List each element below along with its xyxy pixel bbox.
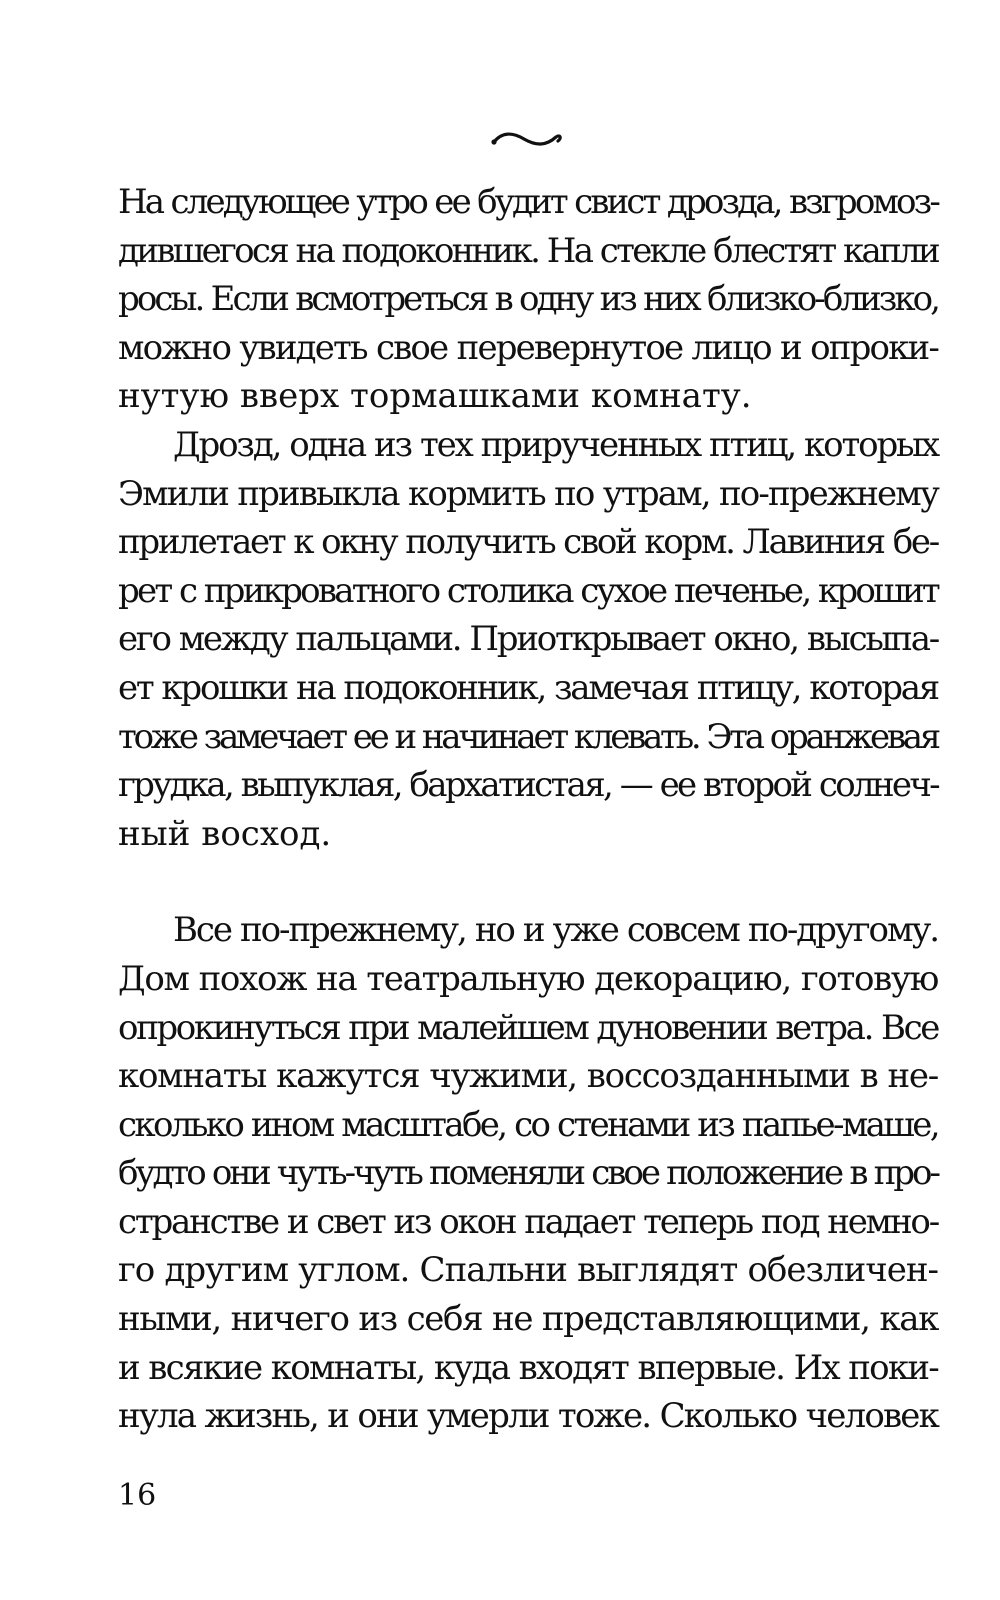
text-line: грудка, выпуклая, бархатистая, — ее второй солнеч- [118,765,938,806]
text-line: ными, ничего из себя не представляющими, как [118,1299,938,1340]
paragraph-2 [118,421,938,858]
text-line: го другим углом. Спальни выглядят обезличен- [118,1250,938,1291]
text-line: Дом похож на театральную декорацию, готовую [118,958,938,999]
text-line: будто они чуть-чуть поменяли свое положение в про- [118,1153,938,1194]
text-line: и всякие комнаты, куда входят впервые. Их поки- [118,1347,938,1388]
text-line: росы. Если всмотреться в одну из них близко-близко, [118,279,938,320]
text-line: Все по-прежнему, но и уже совсем по-другому. [173,910,938,951]
text-line: его между пальцами. Приоткрывает окно, высыпа- [118,619,938,660]
text-line: опрокинуться при малейшем дуновении ветра. Все [118,1007,938,1048]
page-number: 16 [118,1478,157,1513]
text-line: На следующее утро ее будит свист дрозда, взгромоз- [118,182,938,222]
text-line: Дрозд, одна из тех прирученных птиц, которых [173,424,938,465]
text-line: можно увидеть свое перевернутое лицо и опроки- [118,327,938,368]
text-line: прилетает к окну получить свой корм. Лавиния бе- [118,522,938,563]
text-line: сколько ином масштабе, со стенами из папье-маше, [118,1104,938,1145]
text-line: рет с прикроватного столика сухое печенье, крошит [118,570,938,611]
text-line: ет крошки на подоконник, замечая птицу, которая [118,667,938,708]
text-line: комнаты кажутся чужими, воссозданными в не- [118,1056,938,1097]
text-line: Эмили привыкла кормить по утрам, по-прежнему [118,473,938,514]
text-line: дившегося на подоконник. На стекле блестят капли [118,230,938,271]
text-line: странстве и свет из окон падает теперь под немно- [118,1201,938,1242]
paragraph-1 [118,178,938,421]
paragraph-3 [118,906,938,1441]
text-line: тоже замечает ее и начинает клевать. Эта оранжевая [118,716,938,757]
tilde-swash-ornament-icon [490,122,570,152]
section-break [118,858,938,906]
body-text [118,178,938,1441]
text-line: ный восход. [118,813,332,854]
text-line: нутую вверх тормашками комнату. [118,376,752,417]
text-line: нула жизнь, и они умерли тоже. Сколько человек [118,1396,938,1437]
